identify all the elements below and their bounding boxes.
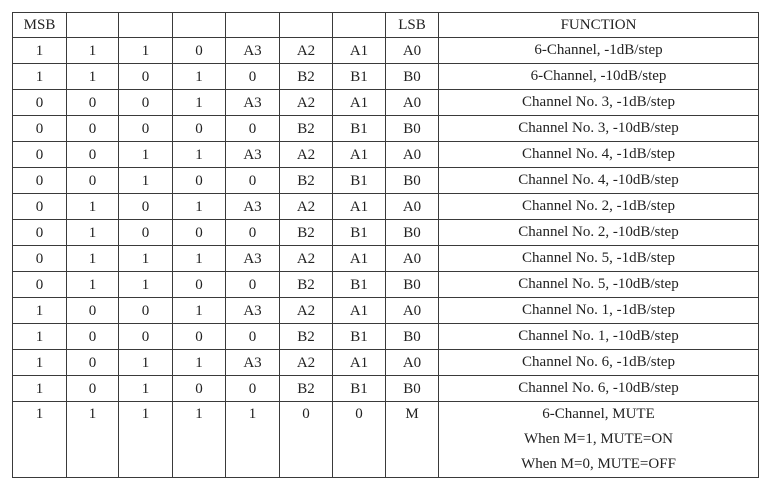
function-text: 6-Channel, -10dB/step — [530, 68, 667, 84]
bit-cell: B0 — [386, 116, 439, 142]
bit-cell: A1 — [333, 246, 386, 272]
bit-cell: 0 — [173, 168, 226, 194]
bit-cell: 1 — [67, 246, 119, 272]
bit-cell: B0 — [386, 376, 439, 402]
bit-cell: 1 — [67, 220, 119, 246]
bit-cell: 0 — [226, 324, 280, 350]
bit-cell: M — [386, 402, 439, 478]
bit-cell: A1 — [333, 38, 386, 64]
function-text: Channel No. 6, -10dB/step — [518, 380, 679, 396]
bit-cell: 0 — [13, 142, 67, 168]
bit-cell: 0 — [226, 168, 280, 194]
table-row — [13, 168, 759, 194]
table-row — [13, 402, 759, 478]
bit-cell: A2 — [280, 38, 333, 64]
bit-cell: B0 — [386, 64, 439, 90]
function-cell — [439, 324, 759, 350]
table-row — [13, 324, 759, 350]
bit-cell: 0 — [67, 376, 119, 402]
bit-cell: A2 — [280, 90, 333, 116]
bit-cell: A3 — [226, 142, 280, 168]
bit-cell: 0 — [119, 116, 173, 142]
header-cell-bit-2 — [280, 13, 333, 38]
bit-cell: 1 — [173, 142, 226, 168]
bit-cell: A1 — [333, 194, 386, 220]
bit-cell: A0 — [386, 142, 439, 168]
table-row — [13, 376, 759, 402]
bit-cell: 1 — [119, 272, 173, 298]
bit-cell: 0 — [67, 142, 119, 168]
bit-cell: 0 — [13, 272, 67, 298]
bit-cell: 0 — [13, 90, 67, 116]
bit-cell: 0 — [226, 376, 280, 402]
header-cell-bit-5 — [119, 13, 173, 38]
bit-cell: 1 — [67, 402, 119, 478]
bit-cell: A3 — [226, 350, 280, 376]
bit-cell: A1 — [333, 298, 386, 324]
bit-cell: 0 — [13, 246, 67, 272]
table-row — [13, 350, 759, 376]
function-text: Channel No. 2, -1dB/step — [522, 198, 675, 214]
bit-cell: 0 — [173, 220, 226, 246]
bit-cell: A2 — [280, 298, 333, 324]
bit-cell: 1 — [119, 168, 173, 194]
table-row — [13, 142, 759, 168]
bit-cell: 0 — [173, 376, 226, 402]
bit-cell: B1 — [333, 324, 386, 350]
function-text: Channel No. 4, -10dB/step — [518, 172, 679, 188]
bit-cell: A3 — [226, 90, 280, 116]
bit-cell: 0 — [119, 90, 173, 116]
function-text: Channel No. 2, -10dB/step — [518, 224, 679, 240]
bit-cell: A0 — [386, 90, 439, 116]
bit-cell: 1 — [173, 350, 226, 376]
bit-cell: A0 — [386, 38, 439, 64]
bit-cell: 0 — [173, 116, 226, 142]
function-text: 6-Channel, -1dB/step — [534, 42, 663, 58]
bit-cell: A2 — [280, 142, 333, 168]
bit-cell: B1 — [333, 116, 386, 142]
bit-cell: 1 — [119, 350, 173, 376]
function-text: Channel No. 6, -1dB/step — [522, 354, 675, 370]
function-text: When M=0, MUTE=OFF — [521, 456, 676, 472]
function-text: Channel No. 1, -10dB/step — [518, 328, 679, 344]
header-cell-bit-6 — [67, 13, 119, 38]
bit-cell: A0 — [386, 350, 439, 376]
bit-cell: 1 — [67, 272, 119, 298]
bit-cell: A1 — [333, 350, 386, 376]
table-row — [13, 90, 759, 116]
bit-cell: 0 — [119, 64, 173, 90]
bit-cell: 0 — [13, 116, 67, 142]
table-row — [13, 64, 759, 90]
bit-cell: 1 — [119, 246, 173, 272]
bit-cell: B2 — [280, 116, 333, 142]
bit-cell: A0 — [386, 246, 439, 272]
function-text: Channel No. 5, -10dB/step — [518, 276, 679, 292]
bit-cell: A3 — [226, 38, 280, 64]
bit-cell: 1 — [173, 246, 226, 272]
function-cell — [439, 116, 759, 142]
bit-cell: 1 — [13, 402, 67, 478]
bit-cell: 1 — [13, 324, 67, 350]
bit-cell: A3 — [226, 246, 280, 272]
bit-cell: 0 — [67, 168, 119, 194]
bit-cell: 1 — [119, 142, 173, 168]
bit-cell: B2 — [280, 220, 333, 246]
bit-cell: 0 — [67, 298, 119, 324]
bit-cell: 0 — [226, 272, 280, 298]
bit-cell: B0 — [386, 220, 439, 246]
function-text: Channel No. 5, -1dB/step — [522, 250, 675, 266]
document-page — [12, 12, 759, 478]
bit-cell: 1 — [13, 350, 67, 376]
bit-cell: 0 — [13, 194, 67, 220]
function-cell — [439, 64, 759, 90]
bit-cell: 1 — [67, 38, 119, 64]
bit-cell: 1 — [13, 64, 67, 90]
bit-cell: 1 — [119, 402, 173, 478]
bit-cell: 1 — [119, 38, 173, 64]
header-cell-bit-1 — [333, 13, 386, 38]
table-row — [13, 246, 759, 272]
header-cell-function: FUNCTION — [439, 13, 759, 38]
function-text: Channel No. 1, -1dB/step — [522, 302, 675, 318]
bit-cell: B2 — [280, 376, 333, 402]
function-cell — [439, 220, 759, 246]
bit-cell: 0 — [226, 64, 280, 90]
function-cell — [439, 272, 759, 298]
bit-cell: A3 — [226, 298, 280, 324]
function-text: 6-Channel, MUTE — [542, 406, 655, 422]
function-cell — [439, 38, 759, 64]
bit-cell: A0 — [386, 194, 439, 220]
bit-cell: 0 — [333, 402, 386, 478]
bit-cell: B1 — [333, 376, 386, 402]
bit-cell: 1 — [173, 90, 226, 116]
bit-cell: 0 — [67, 116, 119, 142]
header-cell-bit-4 — [173, 13, 226, 38]
header-row — [13, 13, 759, 38]
bit-cell: 1 — [119, 376, 173, 402]
function-text: Channel No. 3, -10dB/step — [518, 120, 679, 136]
bit-cell: 0 — [280, 402, 333, 478]
bit-cell: 1 — [226, 402, 280, 478]
function-cell — [439, 402, 759, 478]
table-row — [13, 194, 759, 220]
bit-cell: 1 — [173, 64, 226, 90]
bit-cell: A3 — [226, 194, 280, 220]
bit-cell: 0 — [119, 298, 173, 324]
table-body — [13, 38, 759, 478]
bit-cell: B0 — [386, 324, 439, 350]
bit-cell: 0 — [173, 272, 226, 298]
bit-cell: B0 — [386, 272, 439, 298]
bit-cell: B2 — [280, 168, 333, 194]
bit-cell: B1 — [333, 220, 386, 246]
function-text: Channel No. 4, -1dB/step — [522, 146, 675, 162]
bit-cell: 0 — [119, 220, 173, 246]
function-cell — [439, 168, 759, 194]
bit-cell: B1 — [333, 168, 386, 194]
table-row — [13, 38, 759, 64]
bit-cell: 0 — [67, 324, 119, 350]
bit-cell: B2 — [280, 64, 333, 90]
bit-cell: 0 — [173, 38, 226, 64]
header-cell-msb: MSB — [13, 13, 67, 38]
bit-cell: B2 — [280, 272, 333, 298]
header-cell-bit-3 — [226, 13, 280, 38]
bit-cell: A1 — [333, 90, 386, 116]
function-cell — [439, 142, 759, 168]
bit-cell: A1 — [333, 142, 386, 168]
bit-cell: 1 — [13, 376, 67, 402]
bit-cell: 0 — [67, 90, 119, 116]
bit-cell: A0 — [386, 298, 439, 324]
function-text: When M=1, MUTE=ON — [524, 431, 673, 447]
function-cell — [439, 246, 759, 272]
bit-cell: 1 — [13, 38, 67, 64]
bit-cell: 1 — [173, 298, 226, 324]
bit-cell: B0 — [386, 168, 439, 194]
bit-cell: B1 — [333, 272, 386, 298]
bit-cell: 0 — [226, 116, 280, 142]
bit-cell: 1 — [13, 298, 67, 324]
bit-cell: 0 — [173, 324, 226, 350]
function-cell — [439, 194, 759, 220]
function-cell — [439, 90, 759, 116]
table-row — [13, 272, 759, 298]
function-cell — [439, 298, 759, 324]
bit-cell: A2 — [280, 194, 333, 220]
function-text: Channel No. 3, -1dB/step — [522, 94, 675, 110]
bit-cell: A2 — [280, 350, 333, 376]
bit-cell: 0 — [226, 220, 280, 246]
function-cell — [439, 350, 759, 376]
function-cell — [439, 376, 759, 402]
bit-cell: 0 — [119, 324, 173, 350]
bit-cell: 1 — [173, 194, 226, 220]
bit-cell: A2 — [280, 246, 333, 272]
bit-cell: B2 — [280, 324, 333, 350]
header-cell-lsb: LSB — [386, 13, 439, 38]
bit-cell: B1 — [333, 64, 386, 90]
bit-cell: 0 — [119, 194, 173, 220]
function-code-table — [12, 12, 759, 478]
table-row — [13, 116, 759, 142]
table-row — [13, 220, 759, 246]
bit-cell: 1 — [67, 194, 119, 220]
bit-cell: 0 — [13, 220, 67, 246]
bit-cell: 0 — [67, 350, 119, 376]
bit-cell: 1 — [173, 402, 226, 478]
bit-cell: 0 — [13, 168, 67, 194]
table-row — [13, 298, 759, 324]
bit-cell: 1 — [67, 64, 119, 90]
